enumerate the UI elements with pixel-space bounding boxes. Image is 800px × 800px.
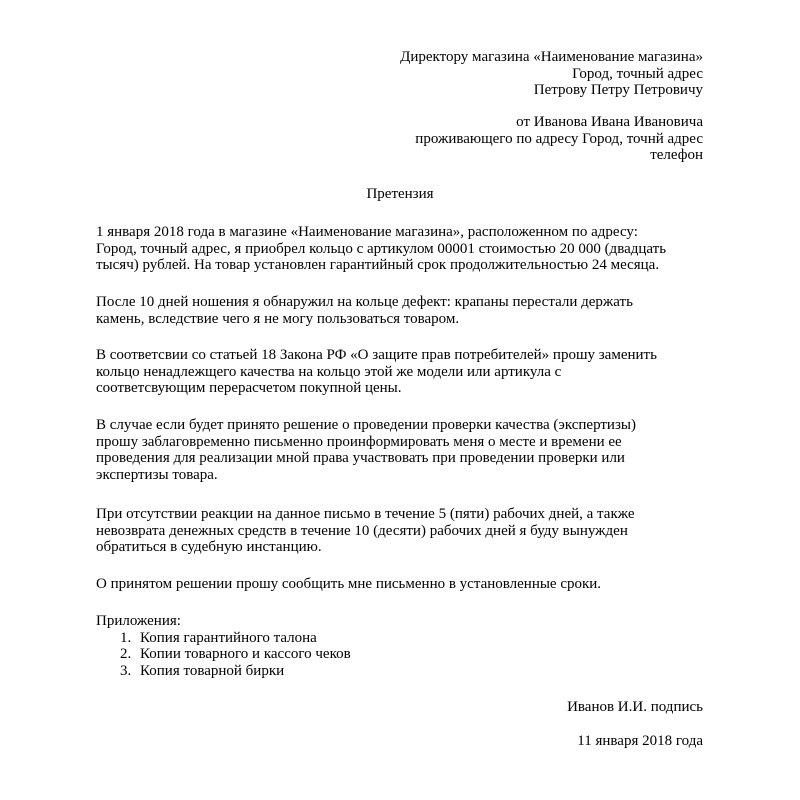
- body-paragraph: [96, 417, 708, 483]
- sender-block: [415, 114, 703, 164]
- paragraph-line: Город, точный адрес, я приобрел кольцо с артикулом 00001 стоимостью 20 000 (двадцать: [96, 240, 667, 257]
- list-item-text: Копии товарного и кассого чеков: [140, 646, 351, 662]
- body-paragraph: [96, 506, 708, 556]
- body-paragraph: [96, 224, 708, 274]
- list-item-text: Копия гарантийного талона: [140, 629, 317, 646]
- paragraph-line: кольцо ненадлежщего качества на кольцо этой же модели или артикула с: [96, 363, 562, 380]
- paragraph-line: экспертизы товара.: [96, 466, 218, 483]
- body-paragraph: [96, 576, 708, 593]
- list-item: [96, 663, 351, 680]
- paragraph-line: невозврата денежных средств в течение 10 (десяти) рабочих дней я буду вынужден: [96, 522, 628, 539]
- sender-line: проживающего по адресу Город, точнй адрес: [415, 130, 703, 147]
- paragraph-line: При отсутствии реакции на данное письмо в течение 5 (пяти) рабочих дней, а также: [96, 506, 635, 522]
- paragraph-line: соответсвующим перерасчетом покупной цены.: [96, 380, 402, 396]
- document-date: 11 января 2018 года: [577, 733, 703, 749]
- signature-line: Иванов И.И. подпись: [567, 699, 703, 715]
- paragraph-line: обратиться в судебную инстанцию.: [96, 539, 322, 555]
- body-paragraph: [96, 294, 708, 327]
- paragraph-line: После 10 дней ношения я обнаружил на кольце дефект: крапаны перестали держать: [96, 294, 633, 310]
- body-paragraph: [96, 347, 708, 397]
- list-item-number: 2.: [120, 646, 132, 662]
- paragraph-line: В соответсвии со статьей 18 Закона РФ «О защите прав потребителей» прошу заменить: [96, 347, 657, 363]
- attachments-section: [96, 613, 351, 679]
- addressee-line: Город, точный адрес: [572, 65, 703, 82]
- paragraph-line: камень, вследствие чего я не могу пользоваться товаром.: [96, 310, 460, 327]
- paragraph-line: В случае если будет принято решение о проведении проверки качества (экспертизы): [96, 417, 636, 433]
- addressee-block: [400, 49, 703, 99]
- paragraph-line: прошу заблаговременно письменно проинформировать меня о месте и времени ее: [96, 433, 622, 450]
- sender-line: от Иванова Ивана Ивановича: [516, 114, 703, 130]
- document-title: Претензия: [366, 186, 434, 202]
- paragraph-line: тысяч) рублей. На товар установлен гарантийный срок продолжительностью 24 месяца.: [96, 257, 660, 273]
- paragraph-line: 1 января 2018 года в магазине «Наименование магазина», расположенном по адресу:: [96, 224, 638, 240]
- addressee-line: Петрову Петру Петровичу: [533, 82, 703, 98]
- list-item-number: 3.: [120, 662, 132, 679]
- list-item: [96, 630, 351, 647]
- paragraph-line: проведения для реализации мной права участвовать при проведении проверки или: [96, 450, 625, 466]
- paragraph-line: О принятом решении прошу сообщить мне письменно в установленные сроки.: [96, 576, 602, 592]
- list-item-number: 1.: [120, 629, 132, 646]
- addressee-line: Директору магазина «Наименование магазина»: [400, 49, 703, 65]
- list-item: [96, 646, 351, 663]
- list-item-text: Копия товарной бирки: [140, 662, 285, 679]
- attachments-heading: Приложения:: [96, 613, 181, 629]
- sender-line: телефон: [650, 147, 703, 163]
- attachments-list: [96, 630, 351, 680]
